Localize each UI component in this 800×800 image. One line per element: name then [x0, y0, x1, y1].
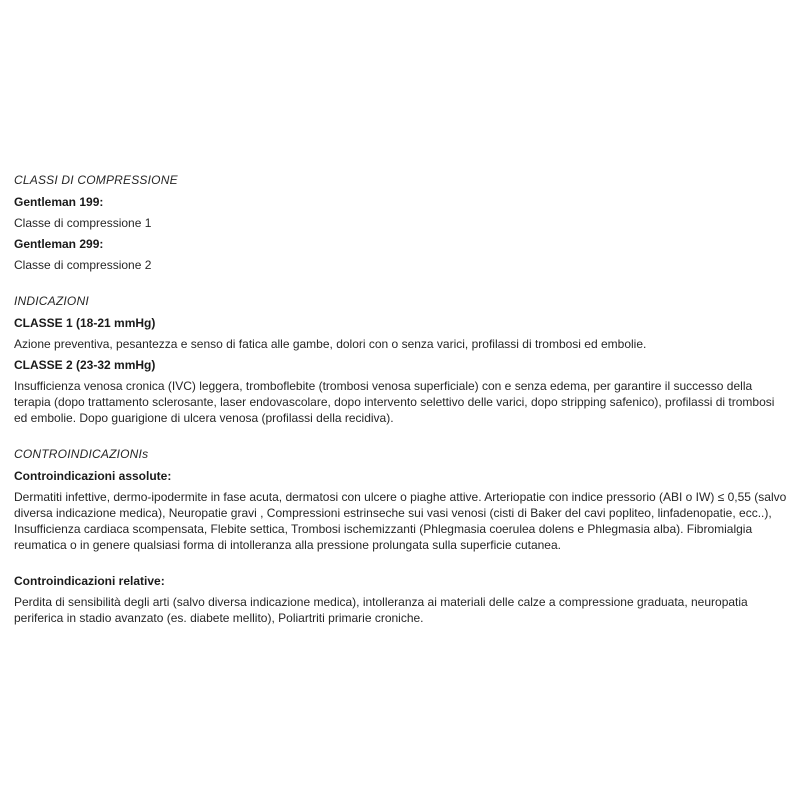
class-2-title: CLASSE 2 (23-32 mmHg) — [14, 358, 156, 372]
class-1-text: Azione preventiva, pesantezza e senso di fatica alle gambe, dolori con o senza varici, profilassi di trombosi ed embolie. — [14, 337, 647, 351]
compression-classes-heading: CLASSI DI COMPRESSIONE — [14, 173, 178, 187]
class-2-text: Insufficienza venosa cronica (IVC) leggera, tromboflebite (trombosi venosa superficiale) con e senza edema, per garantire il successo della terapia (dopo trattamento sclerosante, laser endovascolare, dopo intervento selettivo delle varici, dopo stripping safenico), profilassi di trombosi ed embolie. Dopo guarigione di ulcera venosa (profilassi della recidiva). — [14, 379, 775, 425]
indications-heading: INDICAZIONI — [14, 294, 89, 308]
absolute-contraindications-title: Controindicazioni assolute: — [14, 469, 172, 483]
section-contraindications — [14, 446, 788, 626]
section-indications — [14, 293, 788, 426]
model-299-class: Classe di compressione 2 — [14, 258, 152, 272]
section-compression-classes — [14, 172, 788, 273]
class-1-title: CLASSE 1 (18-21 mmHg) — [14, 316, 156, 330]
model-199-class: Classe di compressione 1 — [14, 216, 152, 230]
relative-contraindications-title: Controindicazioni relative: — [14, 574, 165, 588]
model-299-name: Gentleman 299: — [14, 237, 104, 251]
contraindications-heading: CONTROINDICAZIONIs — [14, 447, 149, 461]
model-199-name: Gentleman 199: — [14, 195, 104, 209]
relative-contraindications-text: Perdita di sensibilità degli arti (salvo diversa indicazione medica), intolleranza ai materiali delle calze a compressione graduata, neuropatia periferica in stadio avanzato (es. diabete mellito), Poliartriti primarie croniche. — [14, 595, 748, 625]
absolute-contraindications-text: Dermatiti infettive, dermo-ipodermite in fase acuta, dermatosi con ulcere o piaghe attive. Arteriopatie con indice pressorio (ABI o IW) ≤ 0,55 (salvo diversa indicazione medica), Neuropatie gravi , Compressioni estrinseche sui vasi venosi (cisti di Baker del cavi popliteo, linfadenopatie, ecc..), Insufficienza cardiaca scompensata, Flebite settica, Trombosi ischemizzanti (Phlegmasia coerulea dolens e Phlegmasia alba). Fibromialgia reumatica o in genere qualsiasi forma di intolleranza alla pressione prolungata sulla superficie cutanea. — [14, 490, 787, 552]
